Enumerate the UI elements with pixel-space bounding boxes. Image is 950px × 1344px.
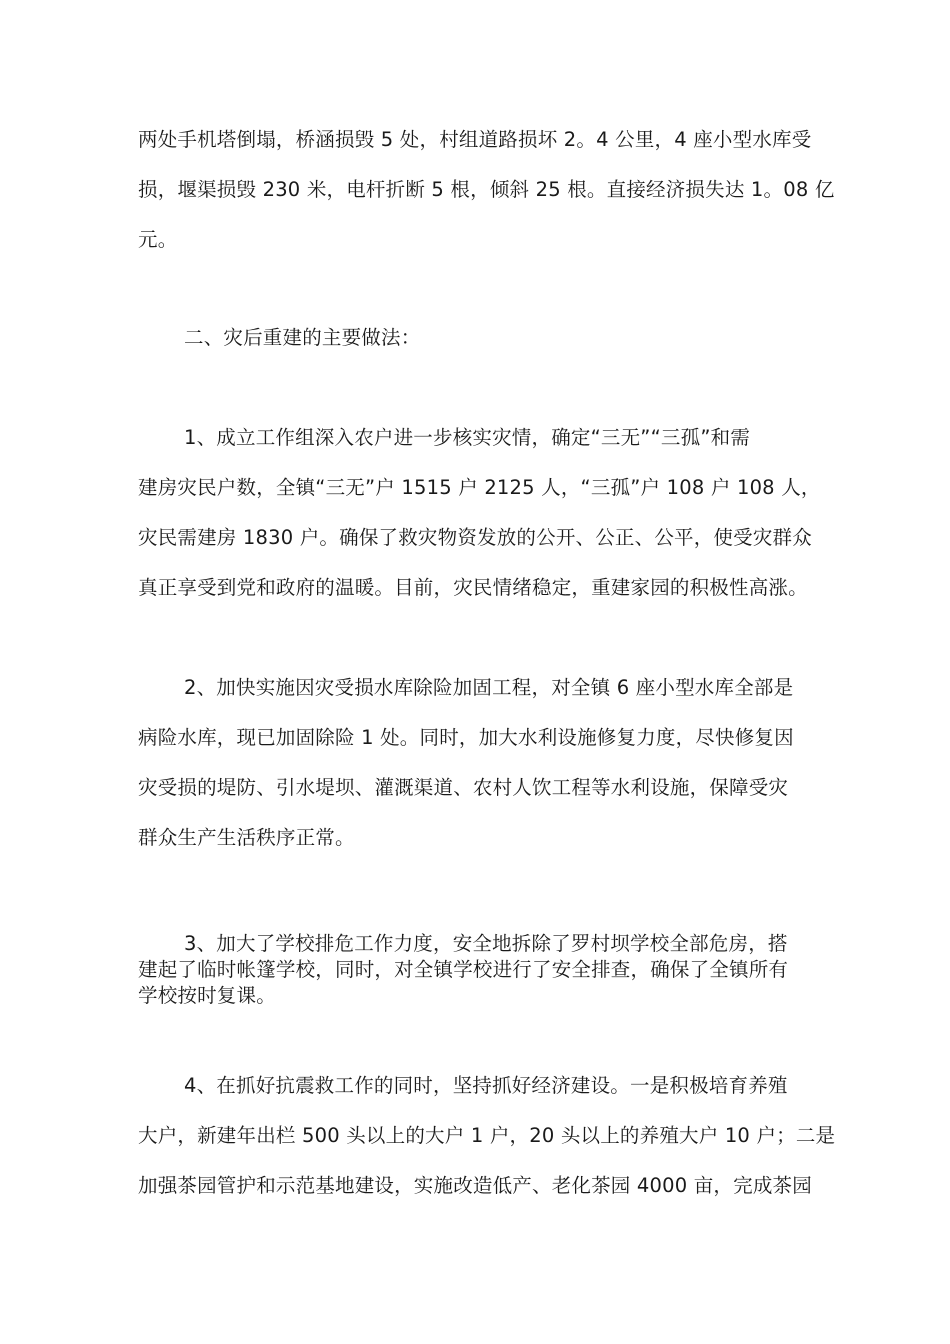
item-1-line-1: 1、成立工作组深入农户进一步核实灾情，确定“三无”“三孤”和需	[184, 426, 751, 449]
item-2-line-3: 灾受损的堤防、引水堤坝、灌溉渠道、农村人饮工程等水利设施，保障受灾	[138, 776, 789, 799]
item-2-line-1: 2、加快实施因灾受损水库除险加固工程，对全镇 6 座小型水库全部是	[184, 676, 794, 699]
item-2-line-2: 病险水库，现已加固除险 1 处。同时，加大水利设施修复力度，尽快修复因	[138, 726, 794, 749]
item-4-line-1: 4、在抓好抗震救工作的同时，坚持抓好经济建设。一是积极培育养殖	[184, 1074, 788, 1097]
item-3-line-2: 建起了临时帐篷学校，同时，对全镇学校进行了安全排查，确保了全镇所有	[138, 958, 789, 981]
item-3-line-1: 3、加大了学校排危工作力度，安全地拆除了罗村坝学校全部危房，搭	[184, 932, 788, 955]
intro-line-1: 两处手机塔倒塌，桥涵损毁 5 处，村组道路损坏 2。4 公里，4 座小型水库受	[138, 128, 812, 151]
item-1-line-4: 真正享受到党和政府的温暖。目前，灾民情绪稳定，重建家园的积极性高涨。	[138, 576, 808, 599]
item-2-line-4: 群众生产生活秩序正常。	[138, 826, 355, 849]
item-1-line-3: 灾民需建房 1830 户。确保了救灾物资发放的公开、公正、公平，使受灾群众	[138, 526, 812, 549]
item-4-line-3: 加强茶园管护和示范基地建设，实施改造低产、老化茶园 4000 亩，完成茶园	[138, 1174, 812, 1197]
item-4-line-2: 大户，新建年出栏 500 头以上的大户 1 户，20 头以上的养殖大户 10 户；二是	[138, 1124, 836, 1147]
section-heading: 二、灾后重建的主要做法：	[184, 326, 421, 349]
intro-line-3: 元。	[138, 228, 178, 251]
item-3-line-3: 学校按时复课。	[138, 984, 276, 1007]
item-1-line-2: 建房灾民户数，全镇“三无”户 1515 户 2125 人，“三孤”户 108 户 108 人，	[138, 476, 821, 499]
intro-line-2: 损，堰渠损毁 230 米，电杆折断 5 根，倾斜 25 根。直接经济损失达 1。08 亿	[138, 178, 835, 201]
